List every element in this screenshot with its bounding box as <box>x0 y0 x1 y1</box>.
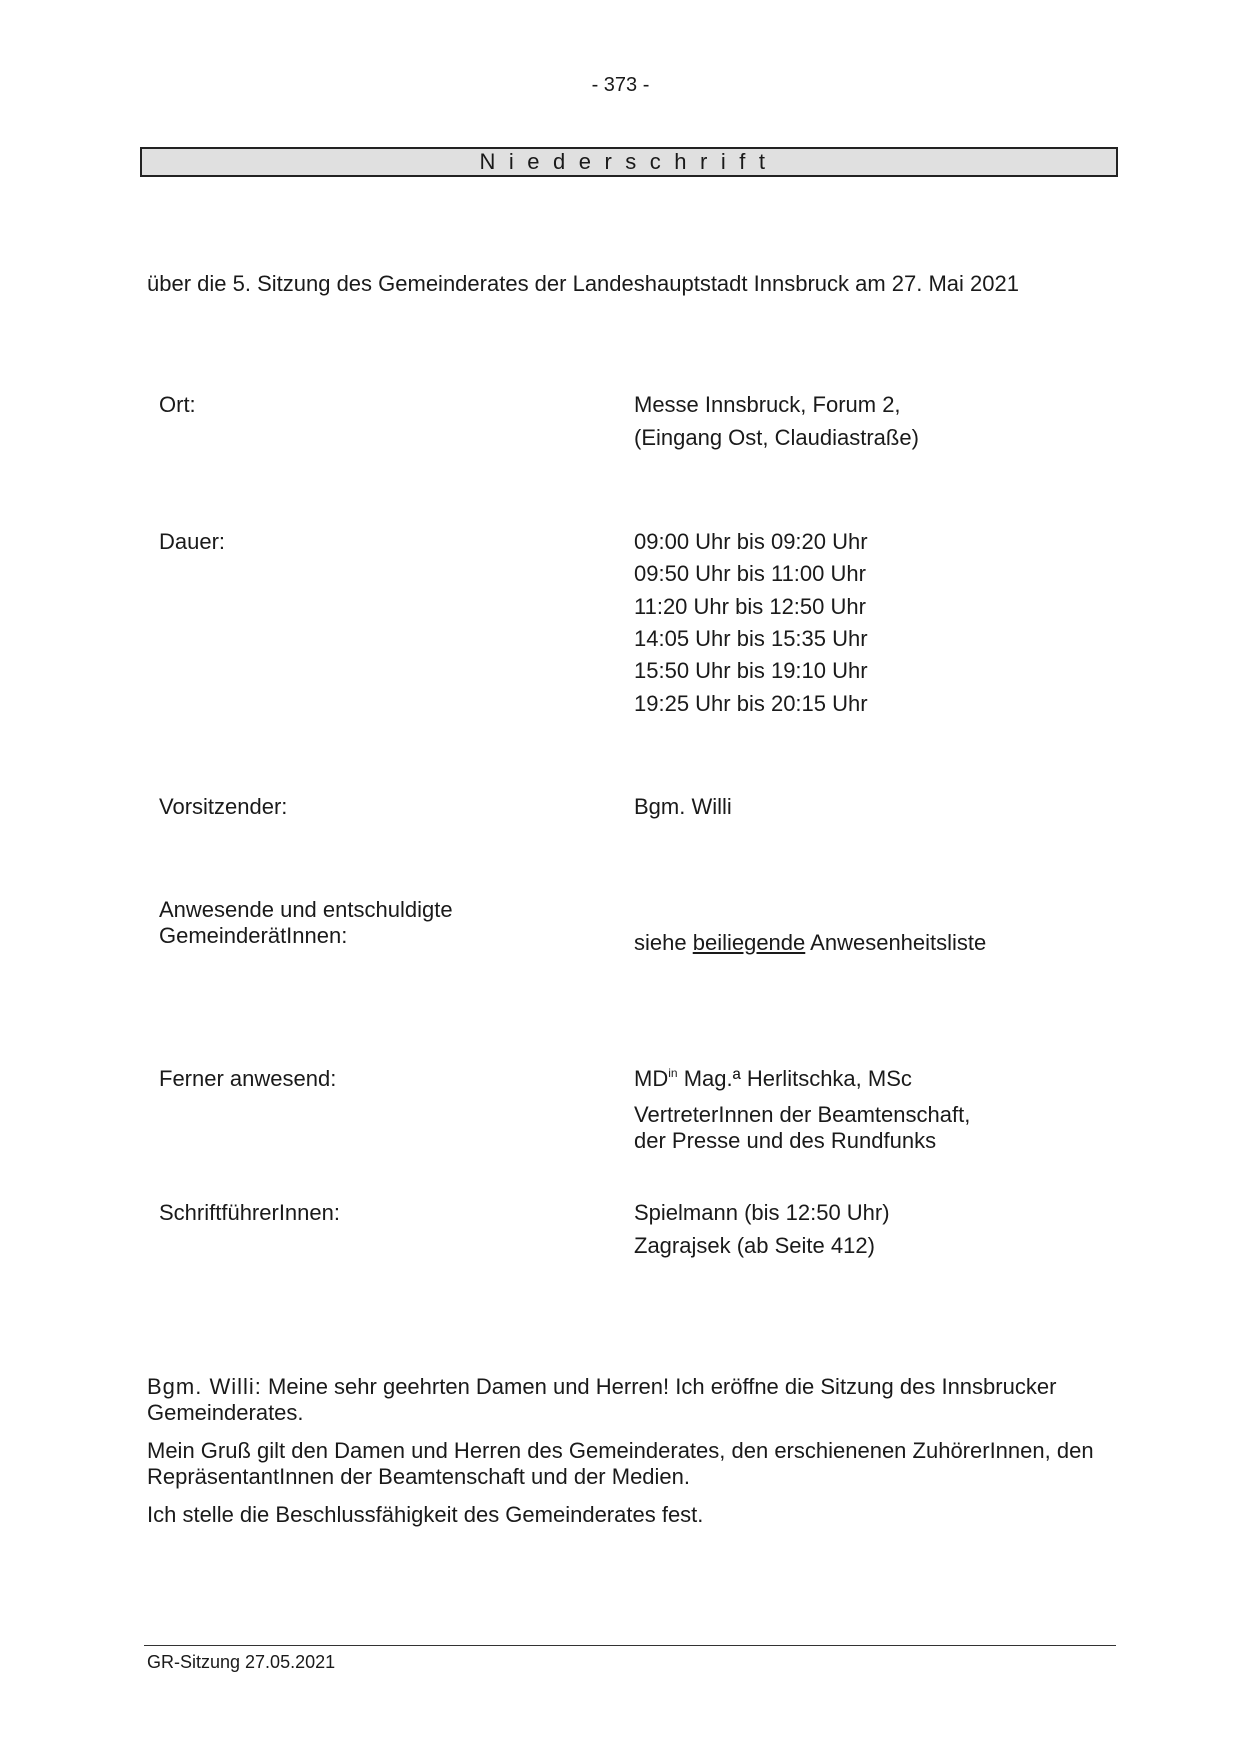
dauer-line-4: 14:05 Uhr bis 15:35 Uhr <box>634 626 868 651</box>
page-number: - 373 - <box>591 74 650 96</box>
footer-divider <box>144 1645 1116 1646</box>
dauer-line-1: 09:00 Uhr bis 09:20 Uhr <box>634 529 868 554</box>
speech-paragraph-1 <box>147 1374 1107 1426</box>
schriftfuehrer-label: SchriftführerInnen: <box>159 1200 340 1225</box>
dauer-line-5: 15:50 Uhr bis 19:10 Uhr <box>634 658 868 683</box>
ferner-name: Mag.ª Herlitschka, MSc <box>683 1066 912 1091</box>
anwesende-label-2: GemeinderätInnen: <box>159 923 348 948</box>
schriftfuehrer-line-2: Zagrajsek (ab Seite 412) <box>634 1233 875 1258</box>
ort-line-1: Messe Innsbruck, Forum 2, <box>634 392 901 417</box>
vorsitzender-value: Bgm. Willi <box>634 794 732 819</box>
ferner-md-sup: in <box>668 1066 678 1080</box>
anwesende-label-1: Anwesende und entschuldigte <box>159 897 453 922</box>
speech-text-1: Meine sehr geehrten Damen und Herren! Ich eröffne die Sitzung des Innsbrucker Gemeinderates. <box>147 1374 1057 1425</box>
ferner-label: Ferner anwesend: <box>159 1066 337 1091</box>
speech-paragraph-3: Ich stelle die Beschlussfähigkeit des Gemeinderates fest. <box>147 1502 704 1527</box>
ort-label: Ort: <box>159 392 196 417</box>
ferner-line-1 <box>634 1066 912 1092</box>
dauer-line-3: 11:20 Uhr bis 12:50 Uhr <box>634 594 866 619</box>
vorsitzender-label: Vorsitzender: <box>159 794 288 819</box>
ferner-line-2: VertreterInnen der Beamtenschaft, <box>634 1102 971 1127</box>
anwesende-value-post: Anwesenheitsliste <box>810 930 987 955</box>
anwesende-value-pre: siehe <box>634 930 687 955</box>
dauer-line-6: 19:25 Uhr bis 20:15 Uhr <box>634 691 868 716</box>
intro-text: über die 5. Sitzung des Gemeinderates der Landeshauptstadt Innsbruck am 27. Mai 2021 <box>147 271 1019 296</box>
ferner-line-3: der Presse und des Rundfunks <box>634 1128 937 1153</box>
speech-paragraph-2: Mein Gruß gilt den Damen und Herren des Gemeinderates, den erschienenen ZuhörerInnen, den RepräsentantInnen der Beamtenschaft und der Medien. <box>147 1438 1094 1489</box>
ferner-md: MD <box>634 1066 669 1091</box>
dauer-line-2: 09:50 Uhr bis 11:00 Uhr <box>634 561 866 586</box>
dauer-label: Dauer: <box>159 529 226 554</box>
speaker-name: Bgm. Willi: <box>147 1374 262 1399</box>
anwesende-value-link: beiliegende <box>692 930 806 955</box>
anwesende-value <box>634 930 986 956</box>
ort-line-2: (Eingang Ost, Claudiastraße) <box>634 425 919 450</box>
document-title: Niederschrift <box>140 147 1118 177</box>
footer-text: GR-Sitzung 27.05.2021 <box>147 1652 336 1672</box>
schriftfuehrer-line-1: Spielmann (bis 12:50 Uhr) <box>634 1200 890 1225</box>
